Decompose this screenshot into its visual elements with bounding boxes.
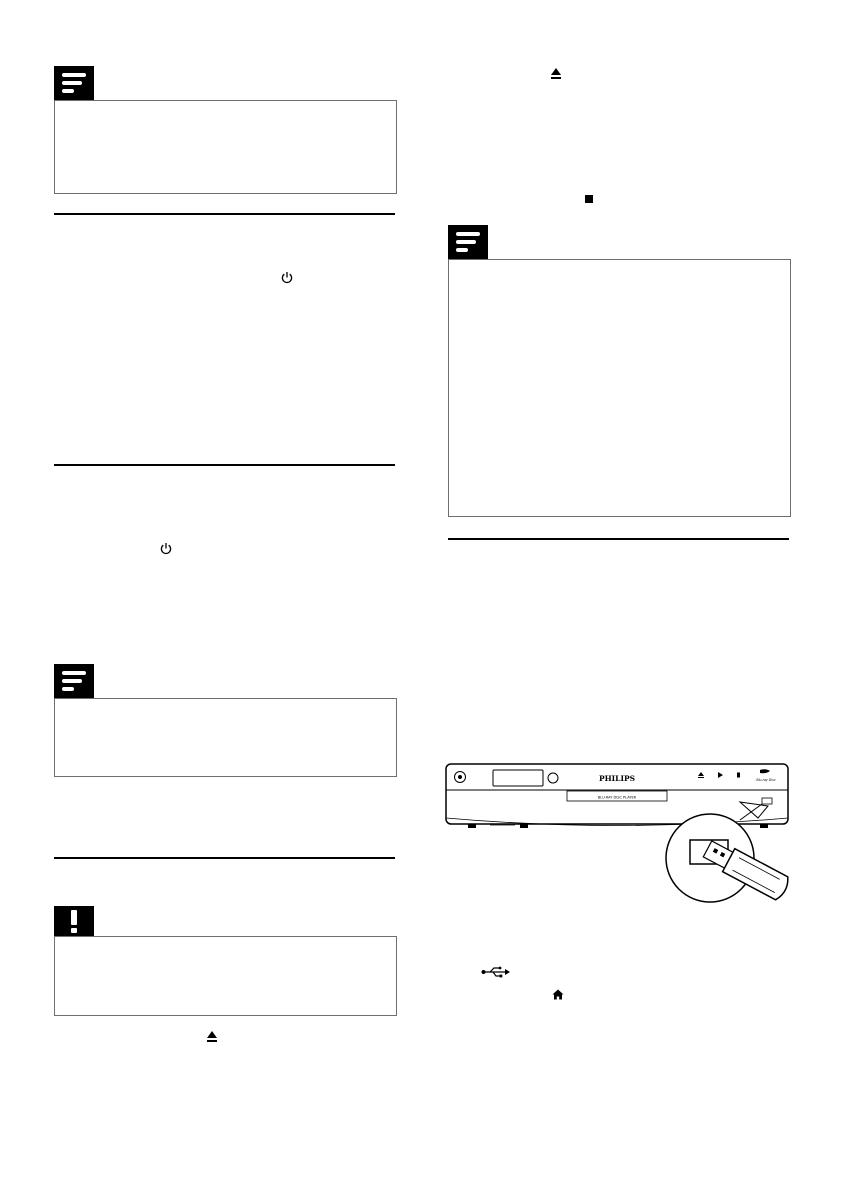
section-rule (54, 464, 395, 466)
note-icon (54, 664, 94, 698)
power-icon (281, 271, 293, 284)
note-box-2 (54, 698, 397, 777)
eject-icon (207, 1031, 217, 1043)
stop-icon (585, 195, 593, 203)
note-box-3 (448, 259, 791, 517)
note-icon (54, 66, 94, 100)
bluray-logo: Blu-ray Disc (756, 778, 776, 782)
player-illustration (440, 758, 795, 924)
section-rule (54, 857, 395, 859)
note-icon (448, 225, 488, 259)
caution-box (54, 936, 397, 1016)
tray-label: BLU-RAY DISC PLAYER (597, 795, 637, 800)
note-box-1 (54, 100, 397, 194)
eject-icon (551, 68, 561, 80)
section-rule (54, 213, 395, 215)
caution-icon (54, 906, 94, 936)
section-rule (448, 538, 789, 540)
home-icon (552, 989, 564, 1000)
power-icon (160, 542, 172, 555)
usb-icon (481, 966, 511, 978)
brand-logo: PHILIPS (598, 774, 636, 783)
